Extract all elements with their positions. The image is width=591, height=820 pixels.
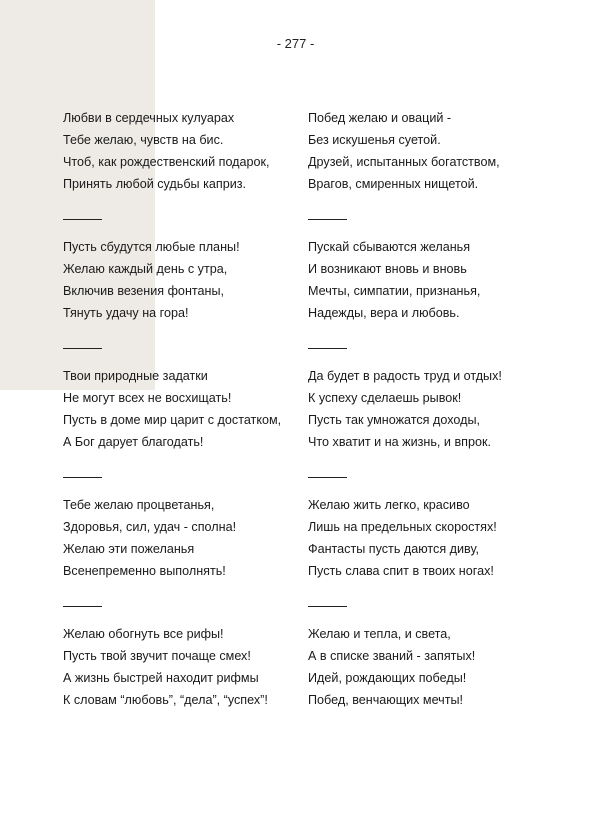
poem-line: Принять любой судьбы каприз. <box>63 177 247 191</box>
poem-line: Побед желаю и оваций - <box>308 111 452 125</box>
poem-line: Чтоб, как рождественский подарок, <box>63 155 270 169</box>
poem-line: Пусть так умножатся доходы, <box>308 413 480 427</box>
poem-line: И возникают вновь и вновь <box>308 262 467 276</box>
poem-line: Желаю обогнуть все рифы! <box>63 627 224 641</box>
poem-line: Что хватит и на жизнь, и впрок. <box>308 435 491 449</box>
poem-line: Идей, рождающих победы! <box>308 671 467 685</box>
poem-line: Желаю жить легко, красиво <box>308 498 470 512</box>
poem-line: Пускай сбываются желанья <box>308 240 471 254</box>
stanza <box>308 623 558 711</box>
poem-line: Да будет в радость труд и отдых! <box>308 369 502 383</box>
poem-line: Побед, венчающих мечты! <box>308 693 464 707</box>
poem-line: Пусть сбудутся любые планы! <box>63 240 240 254</box>
stanza-separator <box>308 606 347 607</box>
poem-line: Твои природные задатки <box>63 369 208 383</box>
stanza-separator <box>308 348 347 349</box>
poem-column-right <box>308 107 558 711</box>
stanza-separator <box>308 219 347 220</box>
poem-line: Здоровья, сил, удач - сполна! <box>63 520 237 534</box>
stanza-separator <box>63 606 102 607</box>
poem-line: А Бог дарует благодать! <box>63 435 204 449</box>
poem-line: Тебе желаю, чувств на бис. <box>63 133 224 147</box>
stanza-separator <box>63 477 102 478</box>
poem-line: Пусть твой звучит почаще смех! <box>63 649 251 663</box>
poem-line: Желаю и тепла, и света, <box>308 627 451 641</box>
stanza <box>308 494 558 582</box>
poem-line: К успеху сделаешь рывок! <box>308 391 462 405</box>
poem-line: А в списке званий - запятых! <box>308 649 476 663</box>
poem-line: Не могут всех не восхищать! <box>63 391 232 405</box>
poem-line: Без искушенья суетой. <box>308 133 441 147</box>
poem-line: Желаю каждый день с утра, <box>63 262 228 276</box>
stanza-separator <box>63 348 102 349</box>
stanza <box>63 365 313 453</box>
poem-line: Тянуть удачу на гора! <box>63 306 189 320</box>
poem-line: Пусть в доме мир царит с достатком, <box>63 413 282 427</box>
stanza <box>308 107 558 195</box>
stanza <box>308 236 558 324</box>
page-number: - 277 - <box>276 36 315 51</box>
stanza-separator <box>308 477 347 478</box>
poem-line: Друзей, испытанных богатством, <box>308 155 500 169</box>
poem-line: Любви в сердечных кулуарах <box>63 111 235 125</box>
stanza <box>63 107 313 195</box>
stanza <box>63 236 313 324</box>
poem-line: Мечты, симпатии, признанья, <box>308 284 481 298</box>
poem-line: Тебе желаю процветанья, <box>63 498 215 512</box>
poem-line: Фантасты пусть даются диву, <box>308 542 479 556</box>
poem-line: Всенепременно выполнять! <box>63 564 226 578</box>
poem-line: Врагов, смиренных нищетой. <box>308 177 479 191</box>
poem-line: Лишь на предельных скоростях! <box>308 520 497 534</box>
stanza <box>308 365 558 453</box>
stanza <box>63 623 313 711</box>
poem-line: Включив везения фонтаны, <box>63 284 225 298</box>
poem-column-left <box>63 107 313 711</box>
stanza <box>63 494 313 582</box>
poem-line: Желаю эти пожеланья <box>63 542 195 556</box>
poem-line: Надежды, вера и любовь. <box>308 306 460 320</box>
poem-line: Пусть слава спит в твоих ногах! <box>308 564 494 578</box>
stanza-separator <box>63 219 102 220</box>
poem-line: К словам “любовь”, “дела”, “успех”! <box>63 693 268 707</box>
poem-line: А жизнь быстрей находит рифмы <box>63 671 259 685</box>
